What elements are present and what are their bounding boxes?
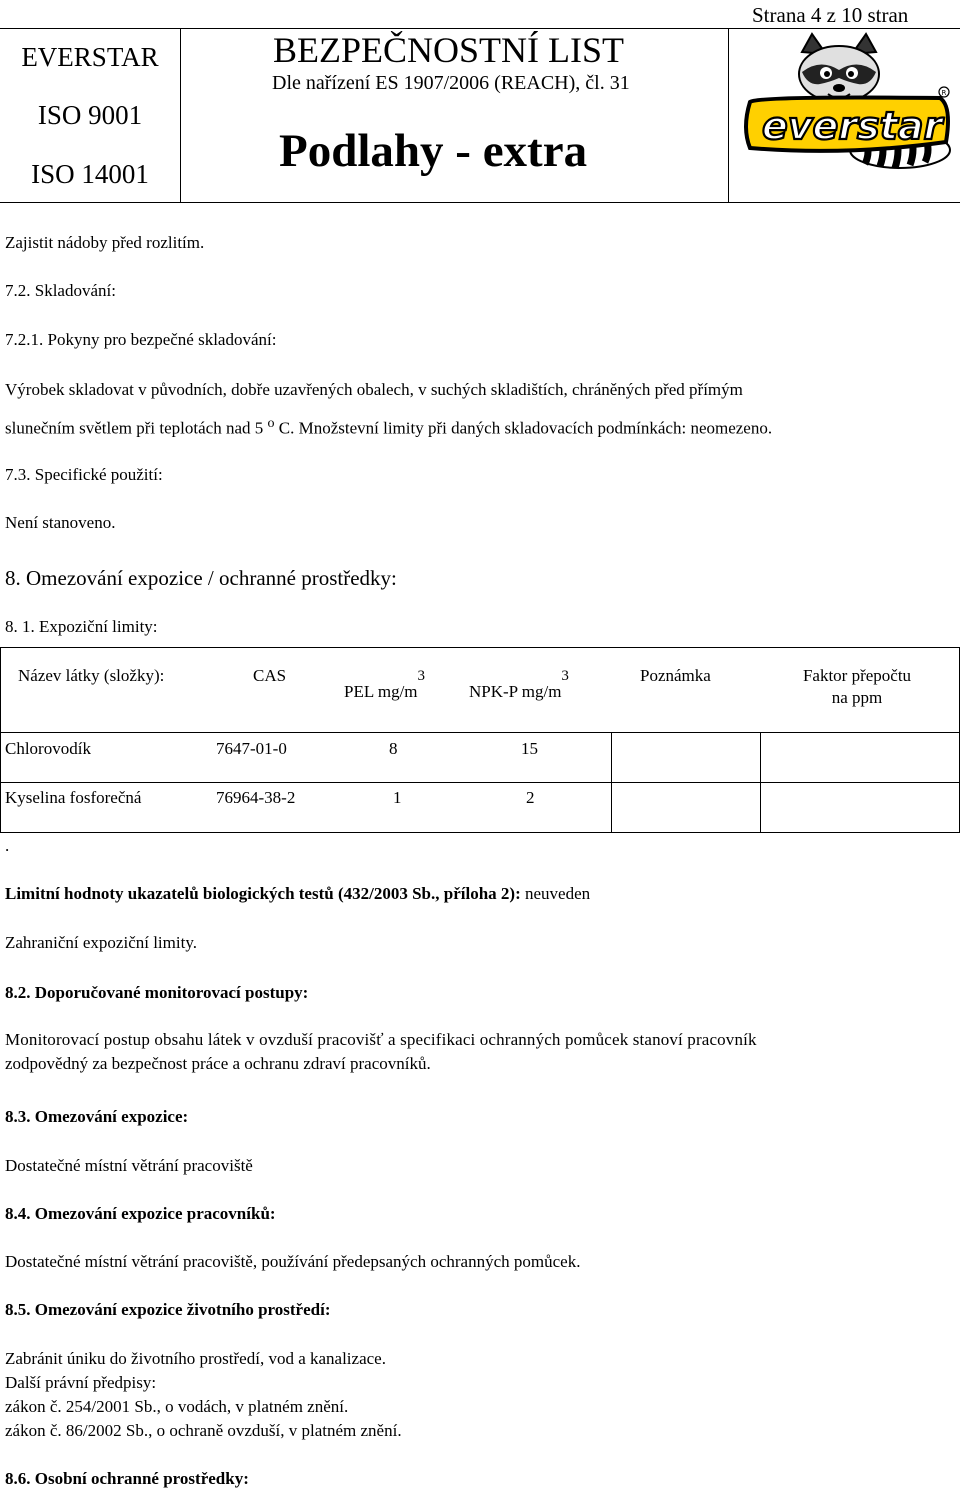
column-header-factor: Faktor přepočtu na ppm xyxy=(802,666,912,707)
monitoring-text-line1: Monitorovací postup obsahu látek v ovzduší pracovišť a specifikaci ochranných pomůcek stanoví pracovník xyxy=(5,1030,757,1049)
storage-text-line1: Výrobek skladovat v původních, dobře uzavřených obalech, v suchých skladištích, chráněných před přímým xyxy=(5,380,743,399)
degree-superscript: o xyxy=(267,416,275,431)
cell-name: Kyselina fosforečná xyxy=(5,788,142,807)
column-header-note: Poznámka xyxy=(640,666,711,685)
biological-limits: Limitní hodnoty ukazatelů biologických testů (432/2003 Sb., příloha 2): neuveden xyxy=(5,884,591,903)
storage-text-line2 xyxy=(5,414,772,439)
cell-pel: 1 xyxy=(393,788,402,807)
header-bottom-rule xyxy=(0,202,960,203)
column-header-cas: CAS xyxy=(253,666,287,685)
cell-npk: 15 xyxy=(521,739,538,758)
product-name: Podlahy - extra xyxy=(279,125,588,177)
document-title: BEZPEČNOSTNÍ LIST xyxy=(273,30,624,70)
section-heading-8-3: 8.3. Omezování expozice: xyxy=(5,1107,189,1126)
column-header-pel: PEL $mg/m^3$ xyxy=(344,668,426,701)
paragraph: zákon č. 86/2002 Sb., o ochraně ovzduší, v platném znění. xyxy=(5,1421,402,1440)
section-heading-8: 8. Omezování expozice / ochranné prostředky: xyxy=(5,566,397,590)
paragraph: Zajistit nádoby před rozlitím. xyxy=(5,233,205,252)
paragraph: Další právní předpisy: xyxy=(5,1373,157,1392)
storage-text-line2b: C. Množstevní limity při daných skladovacích podmínkách: neomezeno. xyxy=(278,418,773,438)
section-heading-7-2: 7.2. Skladování: xyxy=(5,281,116,300)
regulation-reference: Dle nařízení ES 1907/2006 (REACH), čl. 31 xyxy=(272,72,630,94)
svg-text:R: R xyxy=(941,89,947,97)
stray-dot: . xyxy=(5,836,10,855)
section-heading-8-5: 8.5. Omezování expozice životního prostředí: xyxy=(5,1300,331,1319)
cell-cas: 76964-38-2 xyxy=(216,788,296,807)
storage-text-line2a: slunečním světlem při teplotách nad 5 xyxy=(5,418,264,438)
everstar-logo xyxy=(740,30,955,200)
header-divider-right xyxy=(728,28,729,203)
logo-wordmark: everstar xyxy=(762,104,943,148)
raccoon-logo-icon xyxy=(740,30,955,200)
cell-cas: 7647-01-0 xyxy=(216,739,287,758)
paragraph: Dostatečné místní větrání pracoviště, používání předepsaných ochranných pomůcek. xyxy=(5,1252,581,1271)
cell-pel: 8 xyxy=(389,739,398,758)
header-divider-left xyxy=(180,28,181,203)
paragraph: Dostatečné místní větrání pracoviště xyxy=(5,1156,253,1175)
iso-14001: ISO 14001 xyxy=(31,159,149,189)
foreign-limits: Zahraniční expoziční limity. xyxy=(5,933,197,952)
page-indicator: Strana 4 z 10 stran xyxy=(752,3,909,27)
column-header-name: Název látky (složky): xyxy=(18,666,165,685)
paragraph: Není stanoveno. xyxy=(5,513,116,532)
section-heading-8-6: 8.6. Osobní ochranné prostředky: xyxy=(5,1469,249,1488)
section-heading-7-3: 7.3. Specifické použití: xyxy=(5,465,163,484)
cell-npk: 2 xyxy=(526,788,535,807)
section-heading-8-1: 8. 1. Expoziční limity: xyxy=(5,617,158,636)
section-heading-8-4: 8.4. Omezování expozice pracovníků: xyxy=(5,1204,276,1223)
iso-9001: ISO 9001 xyxy=(37,100,143,130)
paragraph: zákon č. 254/2001 Sb., o vodách, v platném znění. xyxy=(5,1397,349,1416)
header-top-rule xyxy=(0,28,960,29)
monitoring-text-line2: zodpovědný za bezpečnost práce a ochranu zdraví pracovníků. xyxy=(5,1054,431,1073)
section-heading-8-2: 8.2. Doporučované monitorovací postupy: xyxy=(5,983,309,1002)
column-header-npk: NPK-P $mg/m^3$ xyxy=(469,668,569,701)
company-name: EVERSTAR xyxy=(21,42,159,72)
section-heading-7-2-1: 7.2.1. Pokyny pro bezpečné skladování: xyxy=(5,330,277,349)
paragraph: Zabránit úniku do životního prostředí, vod a kanalizace. xyxy=(5,1349,386,1368)
cell-name: Chlorovodík xyxy=(5,739,91,758)
